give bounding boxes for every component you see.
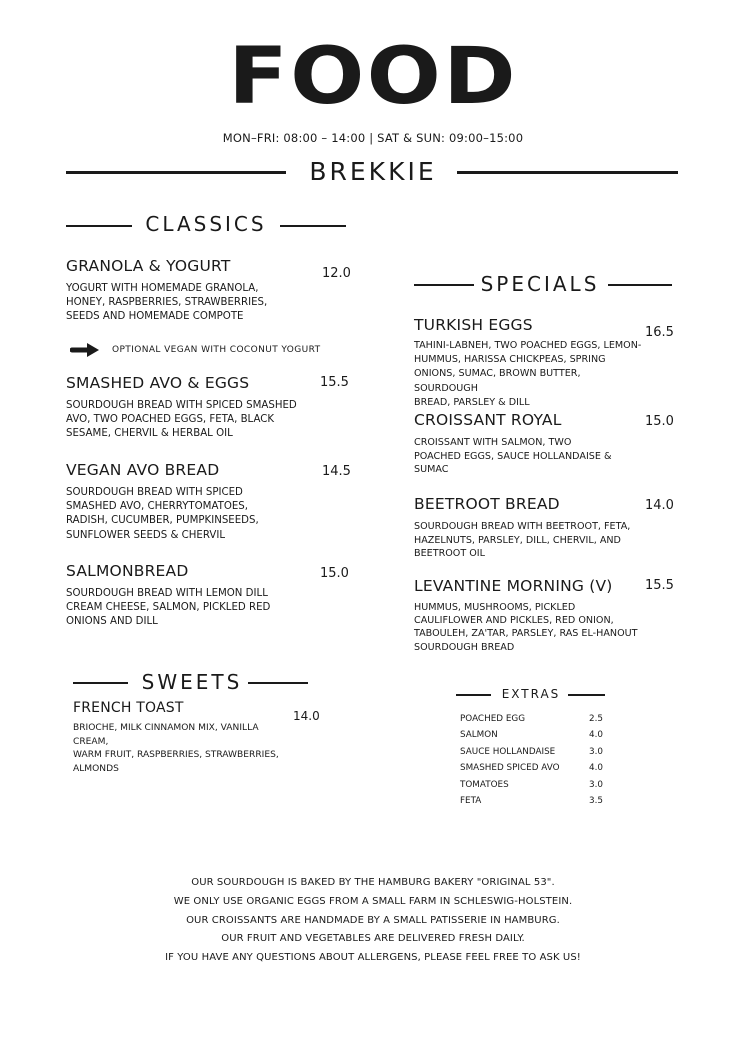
item-price: 15.0 (320, 566, 349, 581)
item-name: VEGAN AVO BREAD (66, 461, 220, 479)
item-price: 14.5 (322, 464, 351, 479)
item-price: 14.0 (645, 498, 674, 513)
extra-item-name: SMASHED SPICED AVO (460, 763, 560, 773)
divider-right (248, 682, 308, 684)
item-name: SMASHED AVO & EGGS (66, 374, 250, 392)
item-description: SOURDOUGH BREAD WITH LEMON DILL CREAM CHEESE, SALMON, PICKLED RED ONIONS AND DILL (66, 588, 271, 628)
divider-left (414, 284, 474, 286)
item-description: HUMMUS, MUSHROOMS, PICKLED CAULIFLOWER AND PICKLES, RED ONION, TABOULEH, ZA'TAR, PARSLEY, RAS EL-HANOUT SOURDOUGH BREAD (414, 602, 638, 653)
item-name: BEETROOT BREAD (414, 495, 560, 513)
menu-item (66, 258, 326, 325)
extra-item-name: POACHED EGG (460, 714, 526, 724)
item-price: 15.0 (645, 414, 674, 429)
item-price: 15.5 (645, 578, 674, 593)
page-title: FOOD (228, 32, 518, 122)
divider-right (280, 225, 346, 227)
section-title-classics: CLASSICS (145, 212, 267, 236)
item-price: 14.0 (293, 709, 320, 723)
footer-line: IF YOU HAVE ANY QUESTIONS ABOUT ALLERGENS, PLEASE FEEL FREE TO ASK US! (165, 952, 581, 964)
item-price: 15.5 (320, 375, 349, 390)
divider-left (73, 682, 128, 684)
item-name: LEVANTINE MORNING (V) (414, 577, 613, 595)
section-title-specials: SPECIALS (480, 272, 600, 296)
item-name: GRANOLA & YOGURT (66, 257, 231, 275)
extra-item-name: TOMATOES (460, 780, 509, 790)
item-price: 16.5 (645, 325, 674, 340)
footer-line: OUR SOURDOUGH IS BAKED BY THE HAMBURG BAKERY "ORIGINAL 53". (191, 877, 555, 888)
divider-left (456, 694, 491, 696)
section-title-brekkie: BREKKIE (309, 157, 437, 186)
extra-item-price: 4.0 (589, 763, 603, 773)
menu-item (414, 496, 644, 561)
opening-hours: MON–FRI: 08:00 – 14:00 | SAT & SUN: 09:00–15:00 (222, 131, 524, 145)
divider-right (568, 694, 605, 696)
item-name: FRENCH TOAST (73, 700, 184, 716)
arrow-right-icon (70, 341, 102, 359)
extra-item-price: 4.0 (589, 730, 603, 740)
extra-item-price: 3.5 (589, 796, 603, 806)
item-name: TURKISH EGGS (414, 316, 533, 334)
menu-item (66, 375, 326, 442)
extra-item-name: SAUCE HOLLANDAISE (460, 747, 556, 757)
extra-item-name: FETA (460, 796, 482, 806)
section-title-sweets: SWEETS (141, 670, 243, 694)
item-description: SOURDOUGH BREAD WITH BEETROOT, FETA, HAZELNUTS, PARSLEY, DILL, CHERVIL, AND BEETROOT OIL (414, 521, 631, 560)
divider-left (66, 171, 286, 174)
menu-item (66, 563, 326, 630)
item-description: SOURDOUGH BREAD WITH SPICED SMASHED AVO, CHERRYTOMATOES, RADISH, CUCUMBER, PUMPKINSEEDS, SUNFLOWER SEEDS & CHERVIL (66, 487, 259, 541)
menu-item (414, 317, 644, 410)
footer-line: OUR FRUIT AND VEGETABLES ARE DELIVERED FRESH DAILY. (221, 933, 525, 945)
item-description: BRIOCHE, MILK CINNAMON MIX, VANILLA CREAM, WARM FRUIT, RASPBERRIES, STRAWBERRIES, ALMONDS (73, 723, 279, 774)
item-price: 12.0 (322, 266, 351, 281)
footer-line: OUR CROISSANTS ARE HANDMADE BY A SMALL PATISSERIE IN HAMBURG. (186, 914, 560, 926)
menu-item (414, 412, 644, 477)
menu-item (414, 578, 644, 654)
section-title-extras: EXTRAS (501, 687, 561, 701)
extra-item-price: 3.0 (589, 780, 603, 790)
item-description: TAHINI-LABNEH, TWO POACHED EGGS, LEMON- HUMMUS, HARISSA CHICKPEAS, SPRING ONIONS, SUMAC, BROWN BUTTER, SOURDOUGH BREAD, PARSLEY & DILL (414, 340, 642, 408)
item-name: SALMONBREAD (66, 562, 189, 580)
divider-left (66, 225, 132, 227)
item-description: SOURDOUGH BREAD WITH SPICED SMASHED AVO, TWO POACHED EGGS, FETA, BLACK SESAME, CHERVIL & HERBAL OIL (66, 400, 297, 440)
extra-item-name: SALMON (460, 730, 498, 740)
divider-right (457, 171, 678, 174)
menu-item (66, 462, 326, 543)
divider-right (608, 284, 672, 286)
extra-item-price: 3.0 (589, 747, 603, 757)
item-name: CROISSANT ROYAL (414, 411, 562, 429)
footer-line: WE ONLY USE ORGANIC EGGS FROM A SMALL FARM IN SCHLESWIG-HOLSTEIN. (173, 895, 573, 907)
extra-item-price: 2.5 (589, 714, 603, 724)
item-description: CROISSANT WITH SALMON, TWO POACHED EGGS, SAUCE HOLLANDAISE & SUMAC (414, 437, 612, 476)
item-description: YOGURT WITH HOMEMADE GRANOLA, HONEY, RASPBERRIES, STRAWBERRIES, SEEDS AND HOMEMADE COMPOTE (66, 283, 268, 323)
menu-item (73, 701, 288, 776)
footer-notes (0, 874, 746, 968)
vegan-note: OPTIONAL VEGAN WITH COCONUT YOGURT (112, 345, 321, 355)
